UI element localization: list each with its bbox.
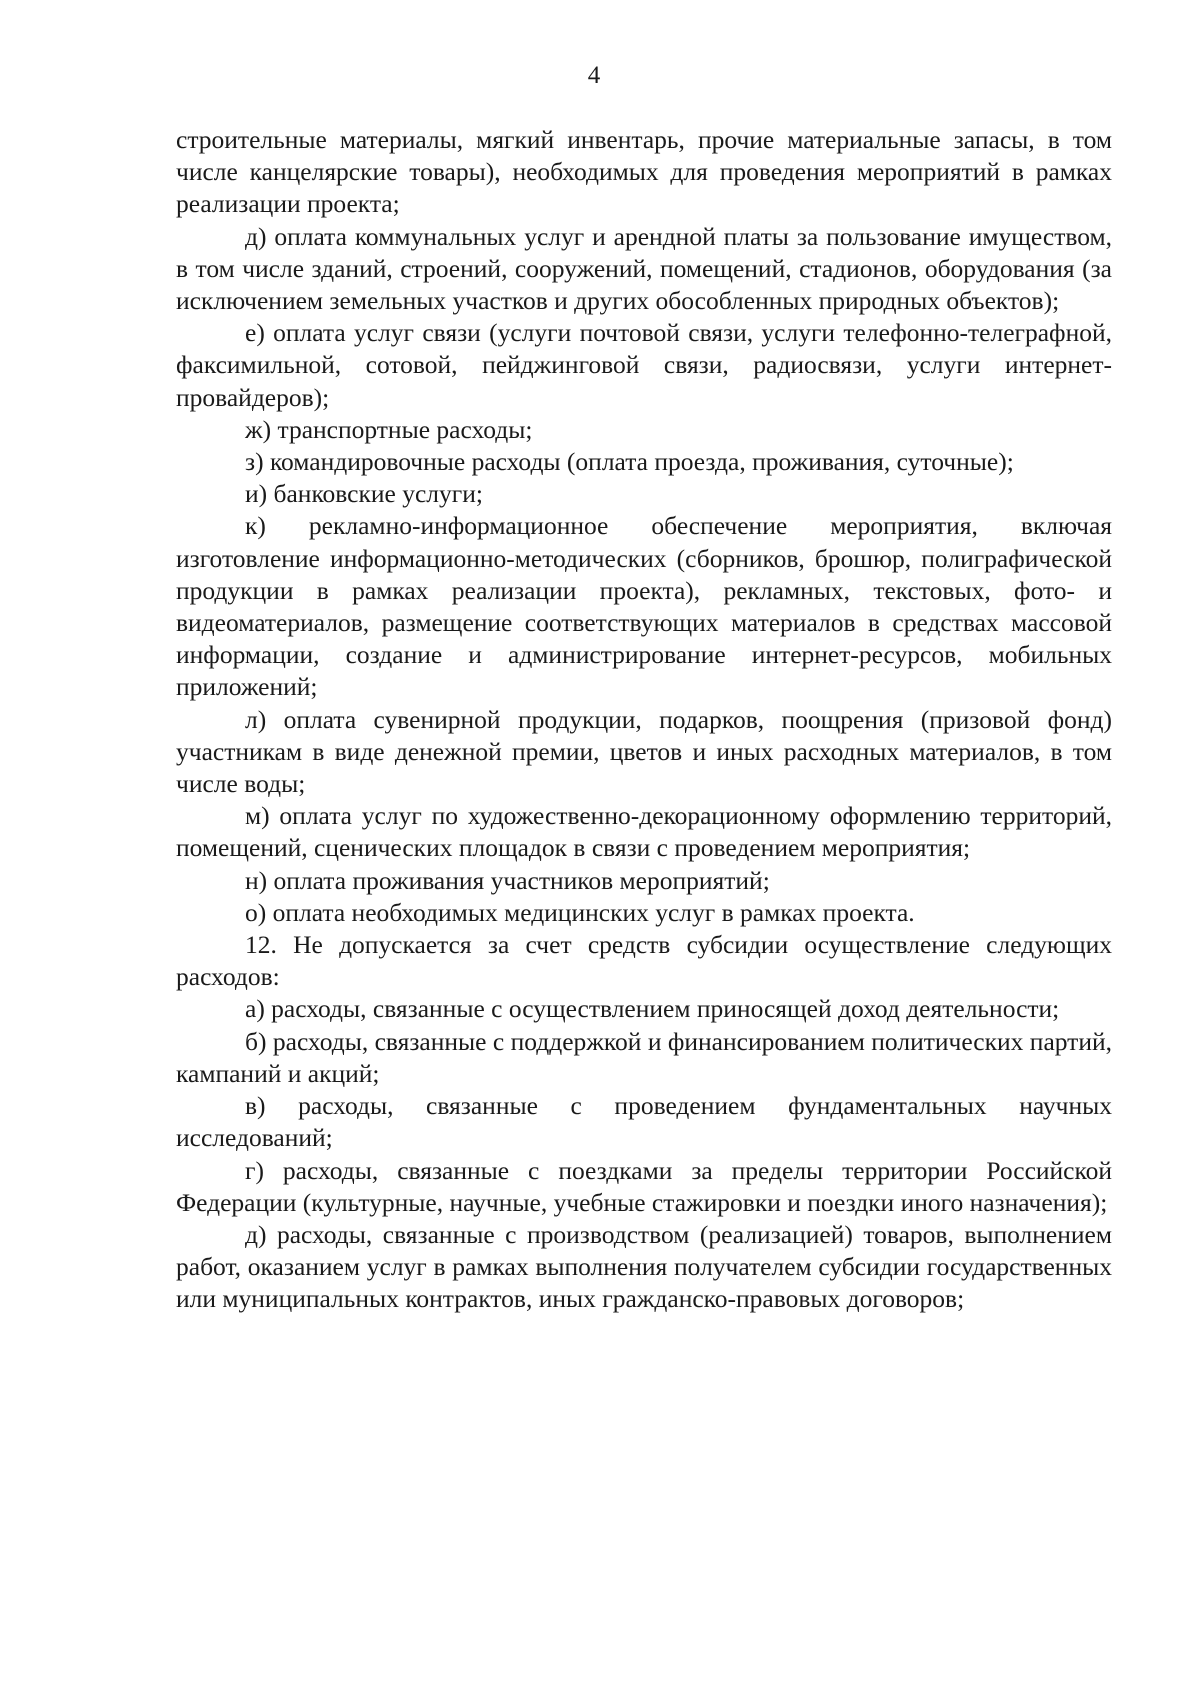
paragraph-item-i-banking: и) банковские услуги; [245,479,483,509]
page-number: 4 [587,62,601,89]
paragraph-item-zh-transport: ж) транспортные расходы; [245,414,533,444]
paragraph-item-z-travel: з) командировочные расходы (оплата проезда, проживания, суточные); [245,447,1014,477]
paragraph-item-d-contracts: д) расходы, связанные с производством (реализацией) товаров, выполнением работ, оказанием услуг в рамках выполнения получателем субсидии государственных или муниципальных контрактов, иных гражданско-правовых договоров; [176,1219,1112,1314]
paragraph-item-g-trips-abroad: г) расходы, связанные с поездками за пределы территории Российской Федерации (культурные, научные, учебные стажировки и поездки иного назначения); [176,1155,1112,1217]
paragraph-item-k-advertising: к) рекламно-информационное обеспечение мероприятия, включая изготовление информационно-методических (сборников, брошюр, полиграфической продукции в рамках реализации проекта), рекламных, текстовых, фото- и видеоматериалов, размещение соответствующих материалов в средствах массовой информации, создание и администрирование интернет-ресурсов, мобильных приложений; [176,511,1112,702]
paragraph-item-b-political: б) расходы, связанные с поддержкой и финансированием политических партий, кампаний и акций; [176,1026,1112,1088]
paragraph-item-m-decoration: м) оплата услуг по художественно-декорационному оформлению территорий, помещений, сценических площадок в связи с проведением мероприятия; [176,801,1112,863]
paragraph-item-a-income: а) расходы, связанные с осуществлением приносящей доход деятельности; [245,994,1060,1024]
paragraph-section-12: 12. Не допускается за счет средств субсидии осуществление следующих расходов: [176,930,1112,992]
paragraph-item-d-utilities: д) оплата коммунальных услуг и арендной платы за пользование имуществом, в том числе зданий, строений, сооружений, помещений, стадионов, оборудования (за исключением земельных участков и других обособленных природных объектов); [176,221,1112,316]
paragraph-item-n-accommodation: н) оплата проживания участников мероприятий; [245,865,770,895]
paragraph-item-o-medical: о) оплата необходимых медицинских услуг в рамках проекта. [245,897,915,927]
paragraph-item-e-communications: е) оплата услуг связи (услуги почтовой связи, услуги телефонно-телеграфной, факсимильной, сотовой, пейджинговой связи, радиосвязи, услуги интернет-провайдеров); [176,318,1112,412]
paragraph-item-l-souvenirs: л) оплата сувенирной продукции, подарков, поощрения (призовой фонд) участникам в виде денежной премии, цветов и иных расходных материалов, в том числе воды; [176,704,1112,799]
document-body [176,124,1112,1316]
paragraph-item-v-research: в) расходы, связанные с проведением фундаментальных научных исследований; [176,1091,1112,1153]
paragraph-continuation: строительные материалы, мягкий инвентарь, прочие материальные запасы, в том числе канцелярские товары), необходимых для проведения мероприятий в рамках реализации проекта; [176,125,1112,219]
